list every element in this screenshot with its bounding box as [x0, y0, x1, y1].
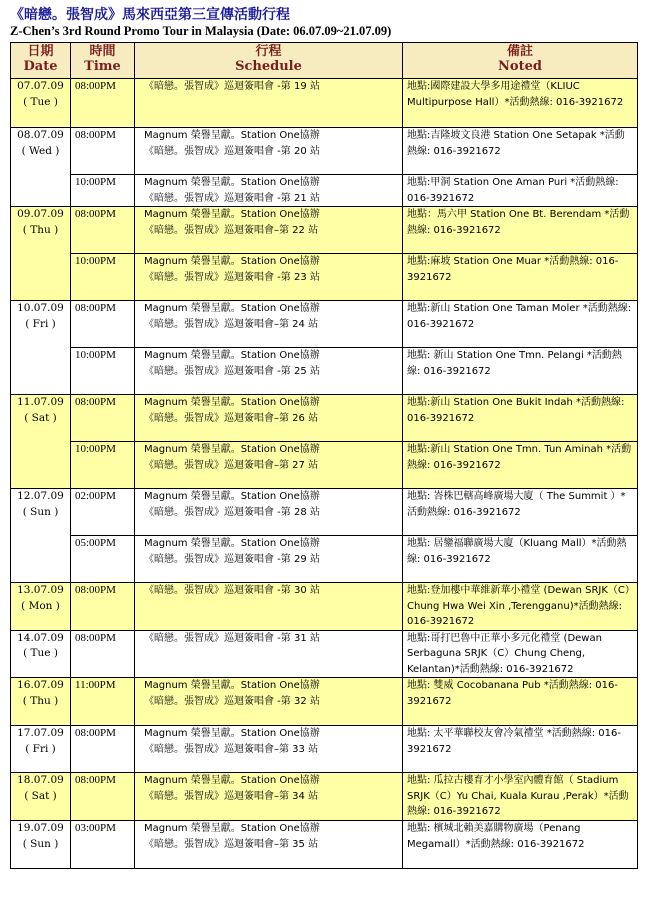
weekday-value: ( Sun ) — [22, 837, 59, 850]
schedule-cell — [135, 301, 403, 348]
schedule-line: 《暗戀。張智成》巡迴簽唱會–第 33 站 — [144, 743, 319, 755]
schedule-line: Magnum 榮譽呈獻。Station One協辦 — [144, 775, 320, 786]
table-row — [11, 207, 638, 254]
table-row — [11, 821, 638, 869]
table-row — [11, 726, 638, 773]
time-cell: 08:00PM — [71, 301, 135, 348]
weekday-value: ( Fri ) — [25, 317, 56, 330]
schedule-line: 《暗戀。張智成》巡迴簽唱會–第 24 站 — [144, 318, 319, 330]
time-cell: 08:00PM — [71, 773, 135, 821]
table-row — [11, 254, 638, 301]
header-time: 時間 Time — [71, 43, 135, 79]
table-row — [11, 128, 638, 175]
time-cell: 08:00PM — [71, 128, 135, 175]
header-date: 日期 Date — [11, 43, 71, 79]
schedule-line: Magnum 榮譽呈獻。Station One協辦 — [144, 491, 320, 502]
schedule-line: 《暗戀。張智成》巡迴簽唱會 -第 29 站 — [144, 553, 320, 565]
date-cell — [11, 678, 71, 726]
time-cell: 08:00PM — [71, 395, 135, 442]
table-row — [11, 79, 638, 128]
schedule-line: 《暗戀。張智成》巡迴簽唱會 -第 28 站 — [144, 506, 320, 518]
schedule-line: 《暗戀。張智成》巡迴簽唱會 -第 32 站 — [144, 695, 320, 707]
date-value: 17.07.09 — [17, 727, 64, 739]
date-cell — [11, 301, 71, 395]
schedule-line: 《暗戀。張智成》巡迴簽唱會–第 35 站 — [144, 838, 319, 850]
schedule-table — [10, 42, 638, 869]
schedule-cell — [135, 128, 403, 175]
schedule-line: 《暗戀。張智成》巡迴簽唱會 -第 30 站 — [144, 585, 320, 596]
schedule-line: Magnum 榮譽呈獻。Station One協辦 — [144, 303, 320, 314]
table-row — [11, 442, 638, 489]
schedule-cell — [135, 79, 403, 128]
time-cell: 02:00PM — [71, 489, 135, 536]
noted-cell: 地點:哥打巴魯中正華小多元化禮堂 (Dewan Serbaguna SRJK（C）Chung Cheng, Kelantan)*活動熱線: 016-3921672 — [403, 630, 638, 678]
noted-cell: 地點: 峇株巴轄高峰廣場大廈（ The Summit ）*活動熱線: 016-3921672 — [403, 489, 638, 536]
date-value: 08.07.09 — [17, 129, 64, 141]
page-subtitle: Z-Chen’s 3rd Round Promo Tour in Malaysia (Date: 06.07.09~21.07.09) — [10, 24, 392, 38]
date-value: 19.07.09 — [17, 822, 64, 834]
header-noted: 備註 Noted — [403, 43, 638, 79]
schedule-line: Magnum 榮譽呈獻。Station One協辦 — [144, 728, 320, 739]
schedule-cell — [135, 489, 403, 536]
time-cell: 08:00PM — [71, 583, 135, 631]
header-schedule: 行程 Schedule — [135, 43, 403, 79]
schedule-line: Magnum 榮譽呈獻。Station One協辦 — [144, 444, 320, 455]
date-value: 18.07.09 — [17, 774, 64, 786]
date-cell — [11, 583, 71, 631]
weekday-value: ( Sun ) — [22, 505, 59, 518]
schedule-line: 《暗戀。張智成》巡迴簽唱會 -第 23 站 — [144, 271, 320, 283]
date-cell — [11, 207, 71, 301]
noted-cell: 地點：馬六甲 Station One Bt. Berendam *活動熱線: 016-3921672 — [403, 207, 638, 254]
date-cell — [11, 79, 71, 128]
noted-cell: 地點: 檳城北賴美嘉購物廣場（Penang Megamall）*活動熱線: 016-3921672 — [403, 821, 638, 869]
schedule-line: 《暗戀。張智成》巡迴簽唱會 -第 19 站 — [144, 81, 320, 92]
schedule-cell — [135, 207, 403, 254]
table-row — [11, 536, 638, 583]
date-cell — [11, 630, 71, 678]
date-cell — [11, 395, 71, 489]
weekday-value: ( Mon ) — [21, 599, 60, 612]
schedule-cell — [135, 175, 403, 207]
schedule-line: 《暗戀。張智成》巡迴簽唱會–第 27 站 — [144, 459, 319, 471]
schedule-line: 《暗戀。張智成》巡迴簽唱會 -第 25 站 — [144, 365, 320, 377]
schedule-line: Magnum 榮譽呈獻。Station One協辦 — [144, 397, 320, 408]
schedule-line: 《暗戀。張智成》巡迴簽唱會 -第 31 站 — [144, 632, 320, 644]
schedule-cell — [135, 630, 403, 678]
date-value: 10.07.09 — [17, 302, 64, 314]
date-cell — [11, 773, 71, 821]
schedule-line: 《暗戀。張智成》巡迴簽唱會–第 22 站 — [144, 224, 319, 236]
time-cell: 08:00PM — [71, 726, 135, 773]
schedule-line: Magnum 榮譽呈獻。Station One協辦 — [144, 680, 320, 691]
weekday-value: ( Sat ) — [24, 789, 57, 802]
table-row — [11, 348, 638, 395]
schedule-cell — [135, 726, 403, 773]
noted-cell: 地點: 瓜拉古樓育才小學室內體育館（ Stadium SRJK（C）Yu Chai, Kuala Kurau ,Perak）*活動熱線: 016-3921672 — [403, 773, 638, 821]
schedule-line: 《暗戀。張智成》巡迴簽唱會–第 34 站 — [144, 790, 319, 802]
noted-cell: 地點:新山 Station One Taman Moler *活動熱線: 016-3921672 — [403, 301, 638, 348]
table-row — [11, 630, 638, 678]
schedule-cell — [135, 821, 403, 869]
date-value: 14.07.09 — [17, 631, 64, 644]
time-cell: 03:00PM — [71, 821, 135, 869]
date-cell — [11, 489, 71, 583]
table-row — [11, 175, 638, 207]
page-title: 《暗戀。張智成》馬來西亞第三宣傳活動行程 — [10, 7, 290, 23]
weekday-value: ( Thu ) — [22, 694, 59, 707]
time-cell: 08:00PM — [71, 207, 135, 254]
time-cell: 10:00PM — [71, 175, 135, 207]
noted-cell: 地點:吉隆坡文良港 Station One Setapak *活動熱線: 016-3921672 — [403, 128, 638, 175]
table-header-row — [11, 43, 638, 79]
noted-cell: 地點:新山 Station One Bukit Indah *活動熱線: 016-3921672 — [403, 395, 638, 442]
table-row — [11, 583, 638, 631]
schedule-line: Magnum 榮譽呈獻。Station One協辦 — [144, 209, 320, 220]
date-value: 07.07.09 — [17, 80, 64, 92]
date-value: 12.07.09 — [17, 490, 64, 502]
schedule-cell — [135, 536, 403, 583]
weekday-value: ( Wed ) — [21, 144, 60, 157]
noted-cell: 地點:新山 Station One Tmn. Tun Aminah *活動熱線: 016-3921672 — [403, 442, 638, 489]
table-row — [11, 773, 638, 821]
date-cell — [11, 128, 71, 207]
time-cell: 05:00PM — [71, 536, 135, 583]
date-value: 13.07.09 — [17, 584, 64, 596]
weekday-value: ( Tue ) — [23, 647, 58, 659]
schedule-cell — [135, 583, 403, 631]
date-value: 09.07.09 — [17, 208, 64, 220]
schedule-cell — [135, 442, 403, 489]
date-value: 11.07.09 — [17, 396, 64, 408]
time-cell: 08:00PM — [71, 79, 135, 128]
table-row — [11, 301, 638, 348]
table-row — [11, 395, 638, 442]
weekday-value: ( Tue ) — [23, 95, 58, 108]
noted-cell: 地點:國際建設大學多用途禮堂（KLIUC Multipurpose Hall）*活動熱線: 016-3921672 — [403, 79, 638, 128]
schedule-cell — [135, 254, 403, 301]
time-cell: 10:00PM — [71, 348, 135, 395]
noted-cell: 地點: 雙威 Cocobanana Pub *活動熱線: 016-3921672 — [403, 678, 638, 726]
noted-cell: 地點: 太平華聯校友會冷氣禮堂 *活動熱線: 016-3921672 — [403, 726, 638, 773]
schedule-line: Magnum 榮譽呈獻。Station One協辦 — [144, 350, 320, 361]
date-value: 16.07.09 — [17, 679, 64, 691]
schedule-cell — [135, 773, 403, 821]
schedule-cell — [135, 395, 403, 442]
table-row — [11, 489, 638, 536]
schedule-line: Magnum 榮譽呈獻。Station One協辦 — [144, 256, 320, 267]
schedule-line: Magnum 榮譽呈獻。Station One協辦 — [144, 823, 320, 834]
schedule-line: Magnum 榮譽呈獻。Station One協辦 — [144, 177, 320, 188]
schedule-cell — [135, 348, 403, 395]
date-cell — [11, 726, 71, 773]
table-row — [11, 678, 638, 726]
schedule-line: Magnum 榮譽呈獻。Station One協辦 — [144, 130, 320, 141]
weekday-value: ( Fri ) — [25, 742, 56, 755]
noted-cell: 地點:麻坡 Station One Muar *活動熱線: 016-3921672 — [403, 254, 638, 301]
schedule-line: 《暗戀。張智成》巡迴簽唱會 -第 20 站 — [144, 145, 320, 157]
weekday-value: ( Thu ) — [22, 223, 59, 236]
date-cell — [11, 821, 71, 869]
time-cell: 10:00PM — [71, 254, 135, 301]
noted-cell: 地點: 居鑾福聯廣場大廈（Kluang Mall）*活動熱線: 016-3921672 — [403, 536, 638, 583]
time-cell: 10:00PM — [71, 442, 135, 489]
time-cell: 11:00PM — [71, 678, 135, 726]
schedule-cell — [135, 678, 403, 726]
schedule-line: Magnum 榮譽呈獻。Station One協辦 — [144, 538, 320, 549]
noted-cell: 地點:登加樓中華維新華小禮堂 (Dewan SRJK（C）Chung Hwa Wei Xin ,Terengganu)*活動熱線: 016-3921672 — [403, 583, 638, 631]
schedule-line: 《暗戀。張智成》巡迴簽唱會–第 26 站 — [144, 412, 319, 424]
schedule-line: 《暗戀。張智成》巡迴簽唱會 -第 21 站 — [144, 192, 320, 204]
noted-cell: 地點:甲洞 Station One Aman Puri *活動熱線: 016-3921672 — [403, 175, 638, 207]
weekday-value: ( Sat ) — [24, 411, 57, 424]
noted-cell: 地點: 新山 Station One Tmn. Pelangi *活動熱線: 016-3921672 — [403, 348, 638, 395]
time-cell: 08:00PM — [71, 630, 135, 678]
